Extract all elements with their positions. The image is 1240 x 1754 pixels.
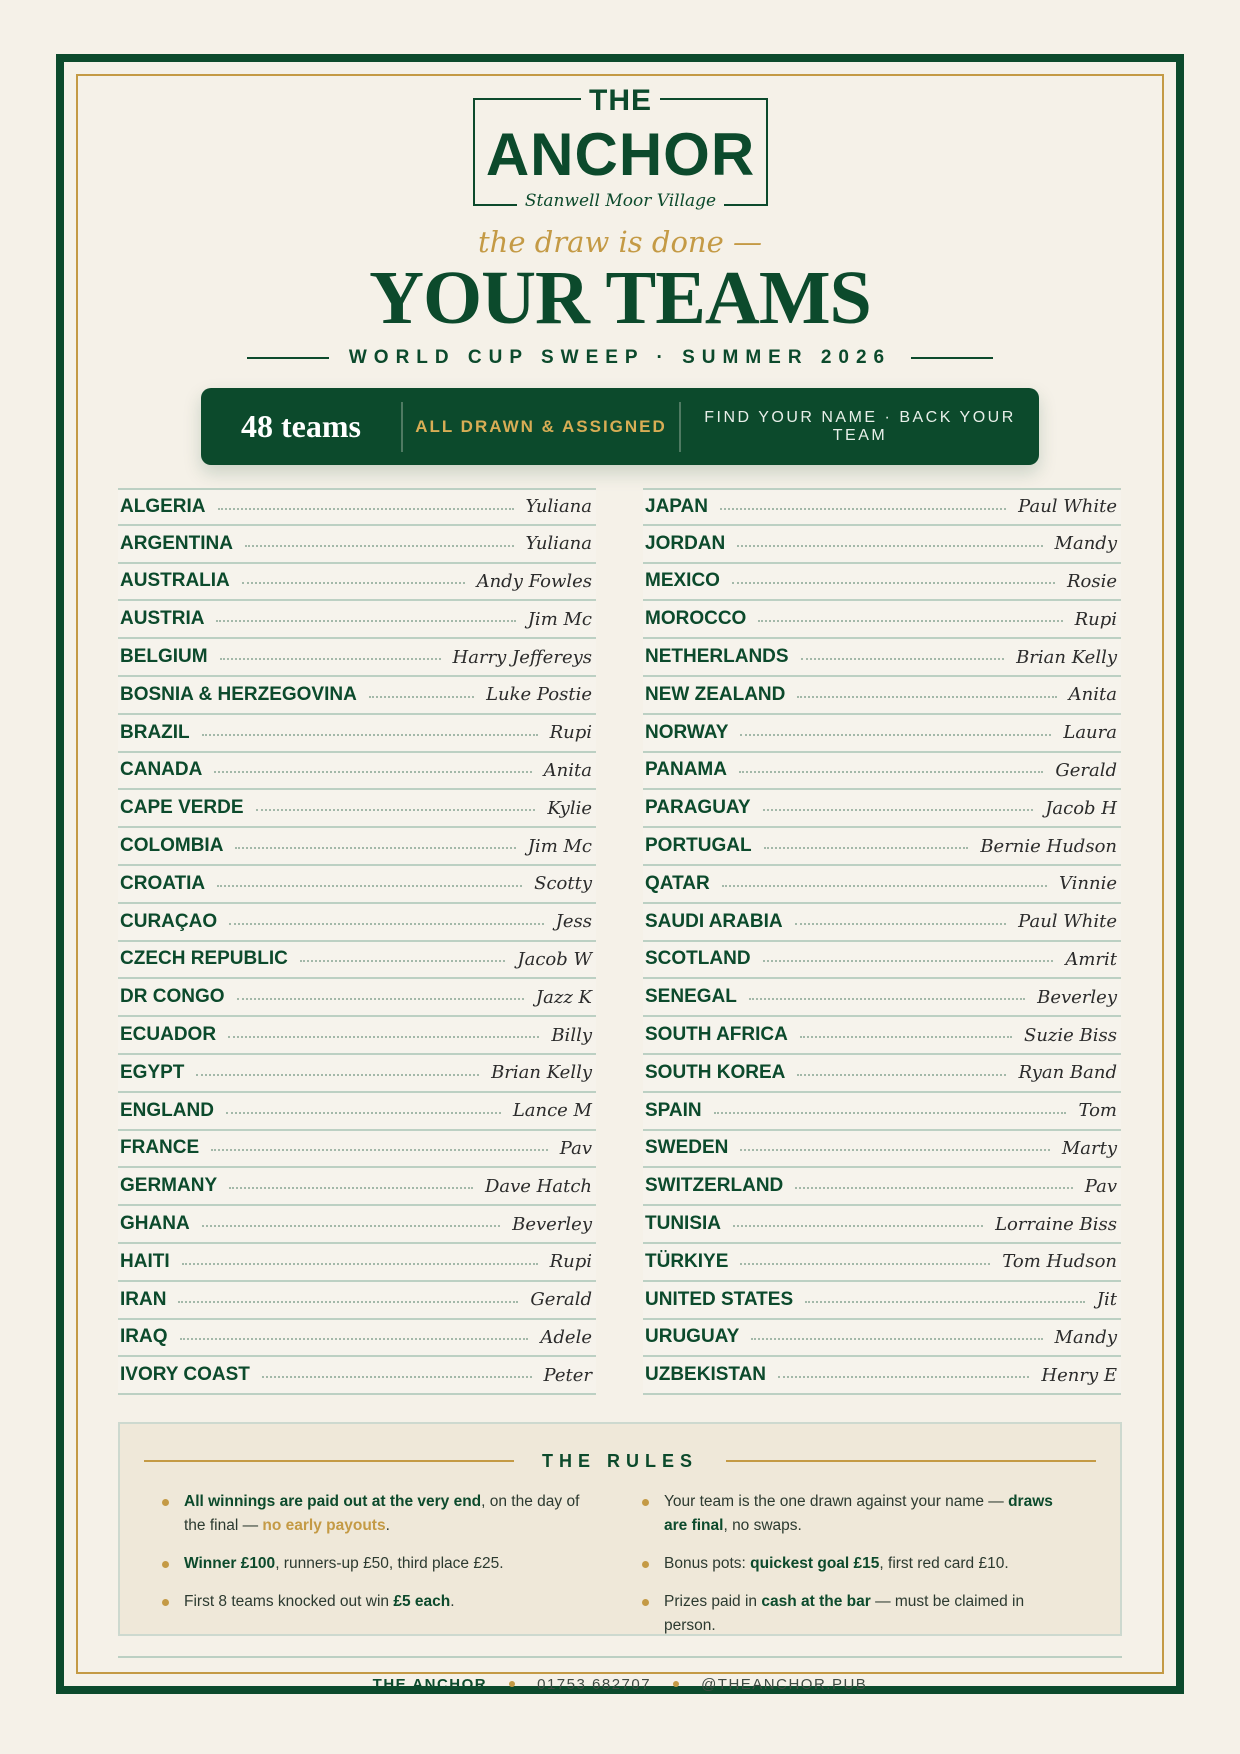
team-name: TÜRKIYE [645, 1250, 729, 1272]
bullet-icon [642, 1599, 649, 1606]
owner-name: Pav [559, 1137, 592, 1159]
team-row [118, 488, 596, 526]
team-name: MEXICO [645, 570, 720, 592]
team-row [643, 1206, 1121, 1244]
owner-name: Billy [551, 1024, 592, 1046]
owner-name: Paul White [1018, 496, 1117, 518]
owner-name: Beverley [1037, 986, 1117, 1008]
team-name: AUSTRALIA [120, 570, 230, 592]
owner-name: Kylie [547, 797, 592, 819]
leader-dots [211, 1149, 548, 1151]
leader-dots [202, 734, 538, 736]
subtitle-rule-left [247, 357, 329, 359]
team-name: TUNISIA [645, 1213, 721, 1235]
bullet-icon [162, 1561, 169, 1568]
leader-dots [751, 1338, 1042, 1340]
rule-text: , on the day of the final — [184, 1493, 580, 1534]
leader-dots [237, 998, 524, 1000]
leader-dots [739, 771, 1043, 773]
owner-name: Dave Hatch [484, 1175, 592, 1197]
team-name: CANADA [120, 759, 203, 781]
team-list-left [118, 488, 596, 1395]
team-row [118, 790, 596, 828]
team-name: CROATIA [120, 872, 206, 894]
rule-text: draws are final [664, 1493, 1053, 1534]
team-name: HAITI [120, 1250, 170, 1272]
leader-dots [763, 960, 1054, 962]
footer-handle: @THEANCHOR.PUB [701, 1675, 868, 1693]
owner-name: Anita [543, 759, 592, 781]
team-row [118, 564, 596, 602]
leader-dots [216, 620, 515, 622]
leader-dots [778, 1376, 1029, 1378]
team-row [643, 1282, 1121, 1320]
rule-item [162, 1552, 592, 1576]
anchor-logo [473, 84, 768, 210]
leader-dots [229, 1187, 473, 1189]
rule-item [162, 1590, 592, 1614]
team-row [118, 1206, 596, 1244]
rule-item [642, 1590, 1072, 1638]
rule-text: Prizes paid in [664, 1593, 762, 1610]
rule-text: — must be claimed in person. [664, 1593, 1025, 1634]
team-name: QATAR [645, 872, 710, 894]
team-row [118, 1357, 596, 1395]
rule-text: . [385, 1517, 390, 1534]
team-row [118, 601, 596, 639]
leader-dots [178, 1301, 518, 1303]
bullet-icon [162, 1599, 169, 1606]
team-row [643, 942, 1121, 980]
draw-status: ALL DRAWN & ASSIGNED [415, 416, 667, 436]
team-row [118, 753, 596, 791]
logo-village-text: Stanwell Moor Village [517, 191, 724, 211]
logo-village [473, 190, 768, 212]
team-list-right [643, 488, 1121, 1395]
footer-bullet [673, 1681, 679, 1687]
team-name: CZECH REPUBLIC [120, 948, 288, 970]
leader-dots [763, 809, 1034, 811]
team-name: SENEGAL [645, 986, 737, 1008]
team-row [643, 564, 1121, 602]
owner-name: Gerald [1055, 759, 1117, 781]
team-name: PORTUGAL [645, 835, 752, 857]
bullet-icon [642, 1499, 649, 1506]
subtitle-rule-right [911, 357, 993, 359]
footer-rule [118, 1656, 1122, 1658]
leader-dots [714, 1112, 1067, 1114]
rule-text: Your team is the one drawn against your name — [664, 1493, 1009, 1510]
rule-text: Winner £100 [184, 1555, 276, 1572]
team-row [118, 979, 596, 1017]
bullet-icon [642, 1561, 649, 1568]
team-name: COLOMBIA [120, 835, 224, 857]
logo-anchor: ANCHOR [485, 121, 756, 188]
team-row [643, 1093, 1121, 1131]
team-row [643, 1017, 1121, 1055]
team-name: BOSNIA & HERZEGOVINA [120, 683, 357, 705]
owner-name: Bernie Hudson [980, 835, 1117, 857]
owner-name: Jazz K [535, 986, 592, 1008]
team-name: CURAÇAO [120, 910, 218, 932]
team-row [643, 753, 1121, 791]
team-row [118, 1093, 596, 1131]
team-name: SOUTH KOREA [645, 1061, 786, 1083]
leader-dots [749, 998, 1025, 1000]
leader-dots [733, 1225, 983, 1227]
team-row [118, 1168, 596, 1206]
owner-name: Scotty [534, 873, 592, 895]
team-row [643, 828, 1121, 866]
team-name: SCOTLAND [645, 948, 751, 970]
owner-name: Ryan Band [1018, 1062, 1117, 1084]
leader-dots [217, 885, 522, 887]
leader-dots [245, 545, 514, 547]
leader-dots [740, 1263, 990, 1265]
owner-name: Lorraine Biss [995, 1213, 1117, 1235]
team-row [118, 1131, 596, 1169]
team-name: EGYPT [120, 1061, 185, 1083]
team-name: ALGERIA [120, 495, 206, 517]
team-row [118, 942, 596, 980]
rule-text: quickest goal £15 [750, 1555, 880, 1572]
owner-name: Jim Mc [527, 835, 592, 857]
leader-dots [369, 696, 474, 698]
team-row [643, 904, 1121, 942]
rules-box [118, 1422, 1122, 1636]
subtitle: WORLD CUP SWEEP · SUMMER 2026 [348, 347, 892, 368]
rule-text: First 8 teams knocked out win [184, 1593, 394, 1610]
owner-name: Peter [543, 1364, 592, 1386]
team-name: AUSTRIA [120, 608, 205, 630]
leader-dots [732, 582, 1055, 584]
owner-name: Suzie Biss [1024, 1024, 1117, 1046]
team-row [643, 1168, 1121, 1206]
leader-dots [797, 696, 1056, 698]
owner-name: Mandy [1054, 533, 1117, 555]
leader-dots [805, 1301, 1085, 1303]
leader-dots [226, 1112, 501, 1114]
owner-name: Vinnie [1058, 873, 1117, 895]
team-name: IRAQ [120, 1326, 168, 1348]
owner-name: Luke Postie [486, 684, 592, 706]
team-row [643, 1357, 1121, 1395]
team-row [643, 639, 1121, 677]
owner-name: Mandy [1054, 1326, 1117, 1348]
team-name: SWEDEN [645, 1137, 729, 1159]
team-row [118, 904, 596, 942]
footer [0, 1672, 1240, 1696]
leader-dots [800, 1036, 1012, 1038]
rule-text: no early payouts [262, 1517, 386, 1534]
leader-dots [737, 545, 1042, 547]
owner-name: Andy Fowles [476, 570, 592, 592]
team-row [643, 488, 1121, 526]
leader-dots [220, 658, 441, 660]
owner-name: Rupi [549, 1251, 592, 1273]
team-name: ENGLAND [120, 1099, 214, 1121]
team-name: IRAN [120, 1288, 167, 1310]
owner-name: Brian Kelly [1016, 646, 1117, 668]
team-name: PANAMA [645, 759, 727, 781]
owner-name: Jim Mc [527, 608, 592, 630]
leader-dots [182, 1263, 538, 1265]
rule-text: . [450, 1593, 455, 1610]
rule-item [642, 1552, 1072, 1576]
team-name: MOROCCO [645, 608, 747, 630]
owner-name: Jess [555, 911, 592, 933]
team-name: FRANCE [120, 1137, 200, 1159]
team-name: JAPAN [645, 495, 708, 517]
team-row [643, 601, 1121, 639]
team-row [118, 866, 596, 904]
team-row [643, 1131, 1121, 1169]
leader-dots [262, 1376, 532, 1378]
owner-name: Jit [1096, 1289, 1117, 1311]
rules-title: THE RULES [541, 1450, 698, 1471]
rule-text: £5 each [393, 1593, 451, 1610]
team-row [643, 866, 1121, 904]
leader-dots [300, 960, 506, 962]
team-name: IVORY COAST [120, 1364, 250, 1386]
team-name: SPAIN [645, 1099, 702, 1121]
owner-name: Yuliana [525, 533, 592, 555]
leader-dots [722, 885, 1047, 887]
info-banner [201, 388, 1039, 465]
leader-dots [235, 847, 515, 849]
team-name: SWITZERLAND [645, 1175, 784, 1197]
team-name: PARAGUAY [645, 797, 751, 819]
team-row [118, 715, 596, 753]
owner-name: Jacob W [517, 948, 592, 970]
leader-dots [256, 809, 536, 811]
team-row [643, 715, 1121, 753]
team-name: URUGUAY [645, 1326, 740, 1348]
team-name: JORDAN [645, 532, 726, 554]
team-name: UNITED STATES [645, 1288, 794, 1310]
team-row [118, 677, 596, 715]
leader-dots [229, 923, 544, 925]
team-row [118, 639, 596, 677]
owner-name: Tom Hudson [1002, 1251, 1117, 1273]
team-name: GHANA [120, 1213, 190, 1235]
footer-phone: 01753 682707 [537, 1675, 652, 1693]
owner-name: Rupi [549, 722, 592, 744]
leader-dots [740, 1149, 1049, 1151]
leader-dots [795, 923, 1007, 925]
team-count: 48 teams [241, 408, 361, 444]
owner-name: Adele [540, 1326, 592, 1348]
leader-dots [795, 1187, 1073, 1189]
leader-dots [720, 508, 1006, 510]
team-name: BRAZIL [120, 721, 190, 743]
banner-cta: FIND YOUR NAME · BACK YOUR TEAM [704, 408, 1016, 444]
leader-dots [214, 771, 531, 773]
team-name: ECUADOR [120, 1024, 217, 1046]
team-name: GERMANY [120, 1175, 218, 1197]
owner-name: Laura [1063, 722, 1117, 744]
owner-name: Rupi [1074, 608, 1117, 630]
team-row [118, 1320, 596, 1358]
owner-name: Tom [1078, 1100, 1117, 1122]
rule-item [162, 1490, 592, 1538]
leader-dots [740, 734, 1051, 736]
team-row [643, 1320, 1121, 1358]
owner-name: Amrit [1065, 948, 1117, 970]
team-name: SOUTH AFRICA [645, 1024, 788, 1046]
bullet-icon [162, 1499, 169, 1506]
team-name: DR CONGO [120, 986, 225, 1008]
owner-name: Brian Kelly [491, 1062, 592, 1084]
team-row [118, 1055, 596, 1093]
team-row [643, 677, 1121, 715]
leader-dots [218, 508, 514, 510]
rule-item [642, 1490, 1072, 1538]
leader-dots [228, 1036, 539, 1038]
leader-dots [202, 1225, 500, 1227]
team-name: UZBEKISTAN [645, 1364, 767, 1386]
team-row [643, 1055, 1121, 1093]
subtitle-row [0, 343, 1240, 373]
owner-name: Jacob H [1045, 797, 1117, 819]
leader-dots [764, 847, 969, 849]
team-row [118, 1244, 596, 1282]
owner-name: Henry E [1041, 1364, 1117, 1386]
owner-name: Pav [1084, 1175, 1117, 1197]
logo-the-text: THE [581, 84, 660, 117]
leader-dots [801, 658, 1005, 660]
team-row [643, 1244, 1121, 1282]
owner-name: Anita [1068, 684, 1117, 706]
team-row [118, 828, 596, 866]
rule-text: , first red card £10. [879, 1555, 1009, 1572]
team-name: SAUDI ARABIA [645, 910, 783, 932]
rules-column-right [642, 1490, 1072, 1652]
team-name: NEW ZEALAND [645, 683, 786, 705]
team-row [643, 790, 1121, 828]
team-name: BELGIUM [120, 646, 208, 668]
owner-name: Yuliana [525, 496, 592, 518]
leader-dots [797, 1074, 1006, 1076]
rules-rule-right [726, 1460, 1096, 1462]
rules-header [120, 1448, 1120, 1474]
owner-name: Beverley [512, 1213, 592, 1235]
page-title: YOUR TEAMS [369, 256, 871, 340]
rule-text: Bonus pots: [664, 1555, 751, 1572]
rule-text: cash at the bar [761, 1593, 871, 1610]
team-name: NETHERLANDS [645, 646, 789, 668]
team-name: NORWAY [645, 721, 729, 743]
team-name: CAPE VERDE [120, 797, 244, 819]
team-row [643, 526, 1121, 564]
kicker-text: the draw is done — [478, 225, 762, 259]
logo-the [473, 84, 768, 118]
rule-text: , runners-up £50, third place £25. [275, 1555, 504, 1572]
owner-name: Rosie [1066, 570, 1117, 592]
rule-text: All winnings are paid out at the very end [184, 1493, 482, 1510]
team-row [643, 979, 1121, 1017]
owner-name: Harry Jeffereys [452, 646, 592, 668]
footer-bullet [509, 1681, 515, 1687]
owner-name: Marty [1061, 1137, 1117, 1159]
team-row [118, 1017, 596, 1055]
footer-name: THE ANCHOR [372, 1675, 488, 1693]
owner-name: Lance M [512, 1100, 592, 1122]
leader-dots [180, 1338, 529, 1340]
team-row [118, 526, 596, 564]
rules-rule-left [144, 1460, 514, 1462]
team-name: ARGENTINA [120, 532, 233, 554]
owner-name: Paul White [1018, 911, 1117, 933]
owner-name: Gerald [530, 1289, 592, 1311]
rules-column-left [162, 1490, 592, 1628]
team-row [118, 1282, 596, 1320]
leader-dots [196, 1074, 479, 1076]
rule-text: , no swaps. [723, 1517, 802, 1534]
leader-dots [758, 620, 1062, 622]
leader-dots [242, 582, 465, 584]
